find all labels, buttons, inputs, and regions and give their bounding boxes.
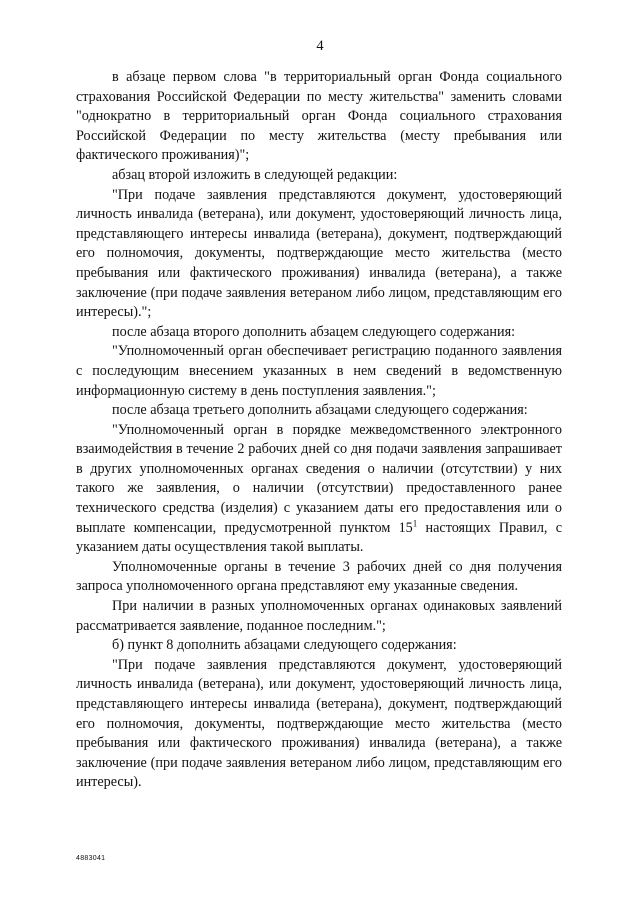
paragraph-11: "При подаче заявления представляются документ, удостоверяющий личность инвалида (ветерана), или документ, удостоверяющий личность лица, представляющего интересы инвалида (ветерана), документ, подтверждающий его полномочия, документы, подтверждающие место жительства (место пребывания или фактического проживания) инвалида (ветерана), а также заключение (при подаче заявления ветераном либо лицом, представляющим его интересы). <box>76 656 562 791</box>
paragraph-7-text-after: настоящих Правил, с указанием даты осуществления такой выплаты. <box>76 519 563 556</box>
paragraph-2: абзац второй изложить в следующей редакции: <box>112 166 398 183</box>
page-number: 4 <box>316 38 324 54</box>
paragraph-7-superscript: 1 <box>412 517 418 528</box>
paragraph-1: в абзаце первом слова "в территориальный орган Фонда социального страхования Российской Федерации по месту жительства" заменить словами "однократно в территориальный орган Фонда социального страхования Российской Федерации по месту жительства (месту пребывания или фактического проживания)"; <box>76 69 562 164</box>
paragraph-3: "При подаче заявления представляются документ, удостоверяющий личность инвалида (ветерана), или документ, удостоверяющий личность лица, представляющего интересы инвалида (ветерана), документ, подтверждающий его полномочия, документы, подтверждающие место жительства (место пребывания или фактического проживания) инвалида (ветерана), а также заключение (при подаче заявления ветераном либо лицом, представляющим его интересы)."; <box>76 186 562 321</box>
paragraph-5: "Уполномоченный орган обеспечивает регистрацию поданного заявления с последующим внесением указанных в нем сведений в ведомственную информационную систему в день поступления заявления."; <box>76 343 562 399</box>
paragraph-7-text-before: "Уполномоченный орган в порядке межведомственного электронного взаимодействия в течение 2 рабочих дней со дня подачи заявления запрашивает в других уполномоченных органах сведения о наличии (отсутствии) у них такого же заявления, о наличии (отсутствии) предоставленного ранее технического средства (изделия) с указанием даты его предоставления или о выплате компенсации, предусмотренной пунктом 15 <box>76 421 562 536</box>
paragraph-7 <box>76 421 562 558</box>
paragraph-8: Уполномоченные органы в течение 3 рабочих дней со дня получения запроса уполномоченного органа представляют ему указанные сведения. <box>76 558 562 595</box>
paragraph-10: б) пункт 8 дополнить абзацами следующего содержания: <box>112 637 457 654</box>
document-body <box>76 68 562 793</box>
document-id: 4883041 <box>76 855 106 862</box>
paragraph-6: после абзаца третьего дополнить абзацами следующего содержания: <box>112 402 528 419</box>
paragraph-9: При наличии в разных уполномоченных органах одинаковых заявлений рассматривается заявление, поданное последним."; <box>76 598 562 634</box>
paragraph-4: после абзаца второго дополнить абзацем следующего содержания: <box>112 323 516 340</box>
